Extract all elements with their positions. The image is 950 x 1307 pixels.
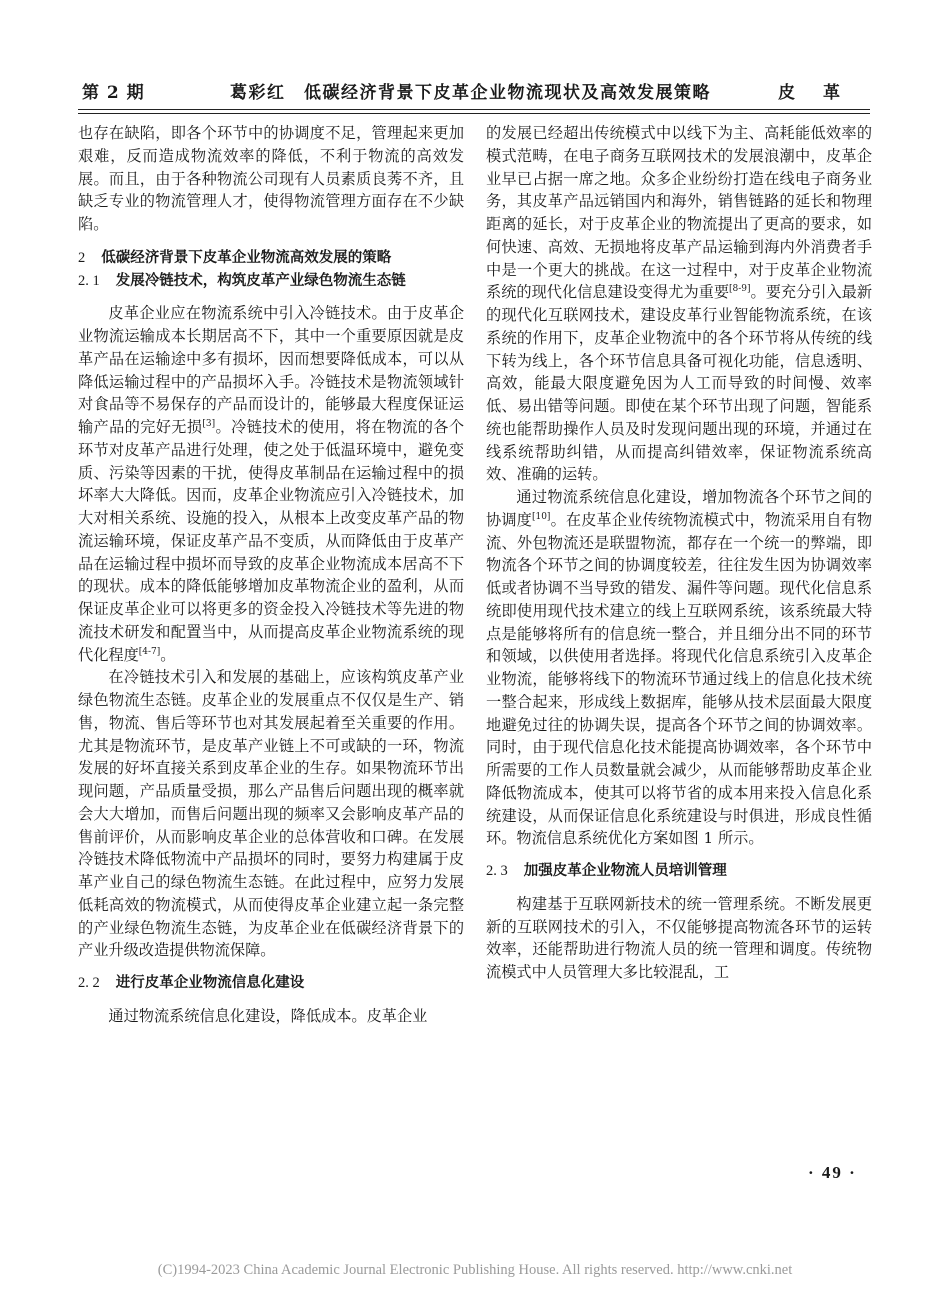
paragraph [486,486,872,850]
running-header [80,78,870,104]
subsection-number: 2. 2 [78,975,100,991]
journal-name: 皮革 [778,83,868,103]
paragraph [486,122,872,486]
paragraph-text: 。 [160,645,176,664]
subsection-heading-2-2 [78,972,464,995]
subsection-heading-2-1 [78,270,464,293]
paragraph-text: 。要充分引入最新的现代化互联网技术，建设皮革行业智能物流系统，在该系统的作用下，皮革企业物流中的各个环节将从传统的线下转为线上，各个环节信息具备可视化功能，信息透明、高效，能最大限度避免因为人工而导致的时间慢、效率低、易出错等问题。即使在某个环节出现了问题，智能系统也能帮助操作人员及时发现问题出现的环境，并通过在线系统帮助纠错，从而提高纠错效率，保证物流系统高效、准确的运转。 [486,283,873,484]
header-rule-top [78,109,870,110]
subsection-title: 进行皮革企业物流信息化建设 [115,975,305,991]
header-rule-bottom [78,113,870,114]
paragraph-text: 通过物流系统信息化建设，增加物流各个环节之间的协调度 [486,488,872,529]
paragraph: 在冷链技术引入和发展的基础上，应该构筑皮革产业绿色物流生态链。皮革企业的发展重点不仅仅是生产、销售，物流、售后等环节也对其发展起着至关重要的作用。尤其是物流环节，是皮革产业链上不可或缺的一环，物流发展的好坏直接关系到皮革企业的生存。如果物流环节出现问题，产品质量受损，那么产品售后问题出现的概率就会大大增加，而售后问题出现的频率又会影响皮革产品的售前评价，从而影响皮革企业的总体营收和口碑。在发展冷链技术降低物流中产品损坏的同时，要努力构建属于皮革产业自己的绿色物流生态链。在此过程中，应努力发展低耗高效的物流模式，从而使得皮革企业建立起一条完整的产业绿色物流生态链，为皮革企业在低碳经济背景下的产业升级改造提供物流保障。 [78,668,464,960]
paragraph: 构建基于互联网新技术的统一管理系统。不断发展更新的互联网技术的引入，不仅能够提高物流各环节的运转效率，还能帮助进行物流人员的统一管理和调度。传统物流模式中人员管理大多比较混乱，工 [486,894,872,981]
paragraph-text: 。在皮革企业传统物流模式中，物流采用自有物流、外包物流还是联盟物流，都存在一个统一的弊端，即物流各个环节之间的协调度较差，往往发生因为协调效率低或者协调不当导致的错发、漏件等问题。现代化信息系统即使用现代技术建立的线上互联网系统，该系统最大特点是能够将所有的信息统一整合，并且细分出不同的环节和领域，以供使用者选择。将现代化信息系统引入皮革企业物流，能够将线下的物流环节通过线上的信息化技术统一整合起来，形成线上数据库，能够从技术层面最大限度地避免过往的协调失误，提高各个环节之间的协调效率。同时，由于现代信息化技术能提高协调效率，各个环节中所需要的工作人员数量就会减少，从而能够帮助皮革企业降低物流成本，使其可以将节省的成本用来投入信息化系统建设，从而保证信息化系统建设与时俱进，形成良性循环。物流信息系统优化方案如图 1 所示。 [486,510,873,848]
citation: [10] [531,511,551,522]
subsection-title: 加强皮革企业物流人员培训管理 [523,863,727,879]
paragraph-text: 。冷链技术的使用，将在物流的各个环节对皮革产品进行处理，使之处于低温环境中，避免变质、污染等因素的干扰，使得皮革制品在运输过程中的损坏率大大降低。因而，皮革企业物流应引入冷链技术，加大对相关系统、设施的投入，从根本上改变皮革产品的物流运输环境，保证皮革产品不变质，从而降低由于皮革产品在运输过程中损坏而导致的皮革企业物流成本居高不下的现状。成本的降低能够增加皮革物流企业的盈利，从而保证皮革企业可以将更多的资金投入冷链技术等先进的物流技术研发和配置当中，从而提高皮革企业物流系统的现代化程度 [78,418,465,664]
subsection-number: 2. 3 [486,863,508,879]
paragraph-text: 的发展已经超出传统模式中以线下为主、高耗能低效率的模式范畴，在电子商务互联网技术的发展浪潮中，皮革企业早已占据一席之地。众多企业纷纷打造在线电子商务业务，其皮革产品远销国内和海外，销售链路的延长和物理距离的延长，对于皮革企业的物流提出了更高的要求，如何快速、高效、无损地将皮革产品运输到海内外消费者手中是一个更大的挑战。在这一过程中，对于皮革企业物流系统的现代化信息建设变得尤为重要 [486,124,872,302]
section-title: 低碳经济背景下皮革企业物流高效发展的策略 [101,249,392,266]
citation: [4-7] [138,646,161,657]
running-title: 葛彩红 低碳经济背景下皮革企业物流现状及高效发展策略 [230,83,711,103]
subsection-heading-2-3 [486,860,872,883]
issue-number: 第 2 期 [82,83,145,103]
citation: [3] [202,418,216,429]
copyright-footer: (C)1994-2023 China Academic Journal Electronic Publishing House. All rights reserved. http://www.cnki.net [157,1262,793,1278]
right-column [486,122,872,984]
subsection-title: 发展冷链技术，构筑皮革产业绿色物流生态链 [115,272,406,289]
section-heading-2 [78,247,464,270]
section-number: 2 [78,249,86,266]
paragraph: 也存在缺陷，即各个环节中的协调度不足，管理起来更加艰难，反而造成物流效率的降低，不利于物流的高效发展。而且，由于各种物流公司现有人员素质良莠不齐，且缺乏专业的物流管理人才，使得物流管理方面存在不少缺陷。 [78,124,464,233]
paragraph-text: 皮革企业应在物流系统中引入冷链技术。由于皮革企业物流运输成本长期居高不下，其中一个重要原因就是皮革产品在运输途中多有损坏，因而想要降低成本，可以从降低运输过程中的产品损坏入手。冷链技术是物流领域针对食品等不易保存的产品而设计的，能够最大程度保证运输产品的完好无损 [78,304,464,436]
left-column [78,122,464,1028]
subsection-number: 2. 1 [78,272,100,289]
paragraph [78,302,464,666]
citation: [8-9] [729,284,751,295]
paragraph: 通过物流系统信息化建设，降低成本。皮革企业 [108,1006,428,1025]
page-number: · 49 · [808,1163,857,1182]
